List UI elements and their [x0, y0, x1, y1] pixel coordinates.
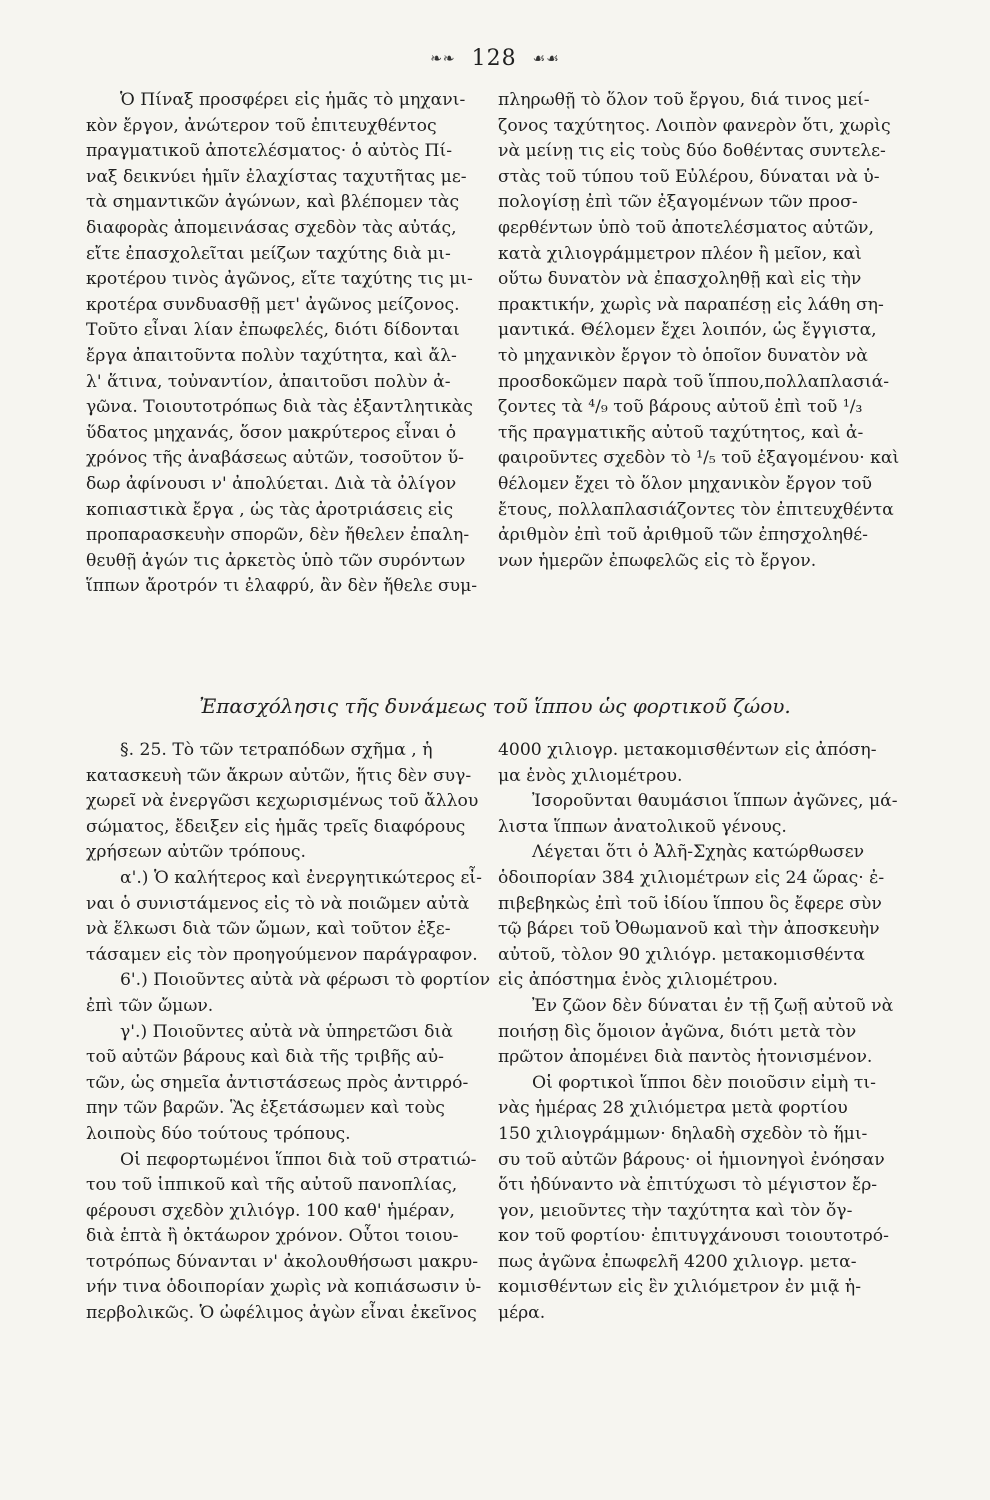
text-line: α'.) Ὁ καλήτερος καὶ ἐνεργητικώτερος εἶ- [120, 867, 482, 888]
text-line: νων ἡμερῶν ἐπωφελῶς εἰς τὸ ἔργον. [498, 550, 817, 571]
page-number: 128 [471, 46, 517, 71]
text-line: του τοῦ ἱππικοῦ καὶ τῆς αὐτοῦ πανοπλίας, [86, 1175, 458, 1196]
text-line: σώματος, ἔδειξεν εἰς ἡμᾶς τρεῖς διαφόρους [86, 816, 466, 837]
text-line: τῷ βάρει τοῦ Ὀθωμανοῦ καὶ τὴν ἀποσκευὴν [498, 919, 880, 940]
text-line: πιβεβηκὼς ἐπὶ τοῦ ἰδίου ἵππου ὃς ἔφερε σὺν [498, 893, 882, 914]
text-line: διαφορὰς ἀπομεινάσας σχεδὸν τὰς αὐτάς, [86, 217, 457, 238]
text-line: Τοῦτο εἶναι λίαν ἐπωφελές, διότι δίδονται [86, 320, 460, 341]
text-line: ὅτι ἠδύναντο νὰ ἐπιτύχωσι τὸ μέγιστον ἔρ- [498, 1175, 878, 1196]
text-line: κὸν ἔργον, ἀνώτερον τοῦ ἐπιτευχθέντος [86, 115, 437, 136]
text-line: συ τοῦ αὐτῶν βάρους· οἱ ἡμιονηγοὶ ἐνόησαν [498, 1149, 885, 1170]
text-line: τοῦ αὐτῶν βάρους καὶ διὰ τῆς τριβῆς αὐ- [86, 1047, 444, 1068]
text-line: μέρα. [498, 1303, 546, 1324]
text-line: Ἰσοροῦνται θαυμάσιοι ἵππων ἀγῶνες, μά- [532, 791, 898, 812]
text-line: τὸ μηχανικὸν ἔργον τὸ ὁποῖον δυνατὸν νὰ [498, 345, 868, 366]
text-line: φαιροῦντες σχεδὸν τὸ ¹/₅ τοῦ ἐξαγομένου· καὶ [498, 448, 900, 469]
text-line: ναι ὁ συνιστάμενος εἰς τὸ νὰ ποιῶμεν αὐτὰ [86, 893, 470, 914]
text-line: νὰς ἡμέρας 28 χιλιόμετρα μετὰ φορτίου [498, 1098, 848, 1119]
text-line: στὰς τοῦ τύπου τοῦ Εὐλέρου, δύναται νὰ ὑ- [498, 166, 880, 187]
text-line: πληρωθῇ τὸ ὅλον τοῦ ἔργου, διά τινος μεί- [498, 90, 870, 110]
text-line: χρήσεων αὐτῶν τρόπους. [86, 842, 307, 863]
text-line: κατασκευὴ τῶν ἄκρων αὐτῶν, ἥτις δὲν συγ- [86, 765, 472, 786]
text-line: τὰ σημαντικῶν ἀγώνων, καὶ βλέπομεν τὰς [86, 192, 460, 213]
text-line: πην τῶν βαρῶν. Ἃς ἐξετάσωμεν καὶ τοὺς [86, 1098, 445, 1119]
text-line: ἐπὶ τῶν ὤμων. [86, 995, 214, 1016]
bottom-left-column [86, 738, 496, 1327]
text-line: πως ἀγῶνα ἐπωφελῆ 4200 χιλιογρ. μετα- [498, 1251, 857, 1272]
text-line: δωρ ἀφίνουσι ν' ἀπολύεται. Διὰ τὰ ὀλίγον [86, 473, 457, 494]
text-line: προπαρασκευὴν σπορῶν, δὲν ἤθελεν ἐπαλη- [86, 525, 470, 546]
text-line: γῶνα. Τοιουτοτρόπως διὰ τὰς ἐξαντλητικὰς [86, 397, 473, 418]
text-line: χρόνος τῆς ἀναβάσεως αὐτῶν, τοσοῦτον ὕ- [86, 448, 464, 469]
text-line: Οἱ πεφορτωμένοι ἵπποι διὰ τοῦ στρατιώ- [120, 1149, 477, 1170]
text-line: §. 25. Τὸ τῶν τετραπόδων σχῆμα , ἡ [120, 740, 433, 760]
text-line: φέρουσι σχεδὸν χιλιόγρ. 100 καθ' ἡμέραν, [86, 1200, 456, 1221]
text-line: νὰ μείνῃ τις εἰς τοὺς δύο δοθέντας συντελε- [498, 141, 886, 162]
text-line: κον τοῦ φορτίου· ἐπιτυγχάνουσι τοιουτοτρό- [498, 1226, 889, 1247]
text-line: τάσαμεν εἰς τὸν προηγούμενον παράγραφον. [86, 944, 478, 965]
text-line: πρῶτον ἀπομένει διὰ παντὸς ἡτονισμένον. [498, 1047, 873, 1068]
text-line: ποιήσῃ δὶς ὅμοιον ἀγῶνα, διότι μετὰ τὸν [498, 1021, 857, 1042]
text-line: κατὰ χιλιογράμμετρον πλέον ἢ μεῖον, καὶ [498, 243, 862, 264]
text-line: Λέγεται ὅτι ὁ Ἀλῆ-Σχηὰς κατώρθωσεν [532, 842, 865, 863]
section-title: Ἐπασχόλησις τῆς δυνάμεως τοῦ ἵππου ὡς φορτικοῦ ζώου. [199, 694, 791, 718]
top-right-column [498, 88, 908, 574]
text-line: ὕδατος μηχανάς, ὅσον μακρύτερος εἶναι ὁ [86, 422, 457, 443]
text-line: Ὁ Πίναξ προσφέρει εἰς ἡμᾶς τὸ μηχανι- [120, 90, 466, 110]
text-line: 4000 χιλιογρ. μετακομισθέντων εἰς ἀπόση- [498, 740, 877, 760]
text-line: χωρεῖ νὰ ἐνεργῶσι κεχωρισμένως τοῦ ἄλλου [86, 791, 479, 812]
text-line: μαντικά. Θέλομεν ἔχει λοιπόν, ὡς ἔγγιστα, [498, 320, 877, 341]
text-line: εἰς ἀπόστημα ἑνὸς χιλιομέτρου. [498, 970, 778, 991]
text-line: ἵππων ἄροτρόν τι ἐλαφρύ, ἂν δὲν ἤθελε συμ- [86, 576, 478, 597]
text-line: ζονος ταχύτητος. Λοιπὸν φανερὸν ὅτι, χωρὶς [498, 115, 891, 136]
text-line: διὰ ἑπτὰ ἢ ὀκτάωρον χρόνον. Οὗτοι τοιου- [86, 1226, 459, 1247]
text-line: γον, μειοῦντες τὴν ταχύτητα καὶ τὸν ὄγ- [498, 1200, 853, 1221]
text-line: λιστα ἵππων ἀνατολικοῦ γένους. [498, 816, 787, 837]
text-line: νὰ ἕλκωσι διὰ τῶν ὤμων, καὶ τοῦτον ἐξε- [86, 919, 451, 940]
text-line: ἀριθμὸν ἐπὶ τοῦ ἀριθμοῦ τῶν ἐπησχοληθέ- [498, 525, 868, 546]
text-line: τῆς πραγματικῆς αὐτοῦ ταχύτητος, καὶ ἀ- [498, 422, 864, 443]
text-line: αὐτοῦ, τὸλον 90 χιλιόγρ. μετακομισθέντα [498, 944, 865, 965]
text-line: μα ἑνὸς χιλιομέτρου. [498, 765, 683, 786]
left-ornament: ❧❧ [430, 51, 456, 67]
text-line: πρακτικήν, χωρὶς νὰ παραπέσῃ εἰς λάθη ση- [498, 294, 884, 315]
text-line: πραγματικοῦ ἀποτελέσματος· ὁ αὐτὸς Πί- [86, 141, 453, 162]
bottom-right-column [498, 738, 908, 1327]
text-line: κομισθέντων εἰς ἓν χιλιόμετρον ἐν μιᾷ ἡ- [498, 1277, 862, 1298]
text-line: νήν τινα ὁδοιπορίαν χωρὶς νὰ κοπιάσωσιν ὑ- [86, 1277, 482, 1298]
text-line: οὕτω δυνατὸν νὰ ἐπασχοληθῇ καὶ εἰς τὴν [498, 269, 862, 290]
text-line: εἴτε ἐπασχολεῖται μείζων ταχύτης διὰ μι- [86, 243, 451, 264]
text-line: προσδοκῶμεν παρὰ τοῦ ἵππου,πολλαπλασιά- [498, 371, 890, 392]
text-line: θευθῇ ἀγών τις ἀρκετὸς ὑπὸ τῶν συρόντων [86, 550, 466, 571]
text-line: πολογίσῃ ἐπὶ τῶν ἐξαγομένων τῶν προσ- [498, 192, 858, 213]
text-line: ἔργα ἀπαιτοῦντα πολὺν ταχύτητα, καὶ ἄλ- [86, 345, 457, 366]
text-line: Οἱ φορτικοὶ ἵπποι δὲν ποιοῦσιν εἰμὴ τι- [532, 1072, 876, 1093]
text-line: τοτρόπως δύνανται ν' ἀκολουθήσωσι μακρυ- [86, 1251, 479, 1272]
text-line: φερθέντων ὑπὸ τοῦ ἀποτελέσματος αὐτῶν, [498, 217, 874, 238]
right-ornament: ☙☙ [532, 51, 560, 67]
text-line: κοπιαστικὰ ἔργα , ὡς τὰς ἀροτριάσεις εἰς [86, 499, 454, 520]
text-line: ἔτους, πολλαπλασιάζοντες τὸν ἐπιτευχθέντα [498, 499, 894, 520]
text-line: ζοντες τὰ ⁴/₉ τοῦ βάρους αὐτοῦ ἐπὶ τοῦ ¹/₃ [498, 397, 863, 418]
text-line: κροτέρου τινὸς ἀγῶνος, εἴτε ταχύτης τις μι- [86, 269, 473, 290]
text-line: Ἐν ζῶον δὲν δύναται ἐν τῇ ζωῇ αὐτοῦ νὰ [532, 995, 894, 1016]
text-line: γ'.) Ποιοῦντες αὐτὰ νὰ ὑπηρετῶσι διὰ [120, 1021, 453, 1042]
text-line: 150 χιλιογράμμων· δηλαδὴ σχεδὸν τὸ ἥμι- [498, 1123, 868, 1144]
text-line: λοιποὺς δύο τούτους τρόπους. [86, 1123, 351, 1144]
text-line: κροτέρα συνδυασθῇ μετ' ἀγῶνος μείζονος. [86, 294, 460, 315]
text-line: ναξ δεικνύει ἡμῖν ἐλαχίστας ταχυτῆτας με- [86, 166, 467, 187]
top-left-column [86, 88, 496, 600]
text-line: 6'.) Ποιοῦντες αὐτὰ νὰ φέρωσι τὸ φορτίον [120, 970, 491, 991]
text-line: θέλομεν ἔχει τὸ ὅλον μηχανικὸν ἔργον τοῦ [498, 473, 872, 494]
text-line: τῶν, ὡς σημεῖα ἀντιστάσεως πρὸς ἀντιρρό- [86, 1072, 469, 1093]
text-line: ὁδοιπορίαν 384 χιλιομέτρων εἰς 24 ὥρας· ἐ- [498, 867, 885, 888]
page-header [0, 46, 990, 71]
text-line: λ' ἅτινα, τοὐναντίον, ἀπαιτοῦσι πολὺν ἀ- [86, 371, 451, 392]
text-line: περβολικῶς. Ὁ ὠφέλιμος ἀγὼν εἶναι ἐκεῖνος [86, 1303, 477, 1324]
